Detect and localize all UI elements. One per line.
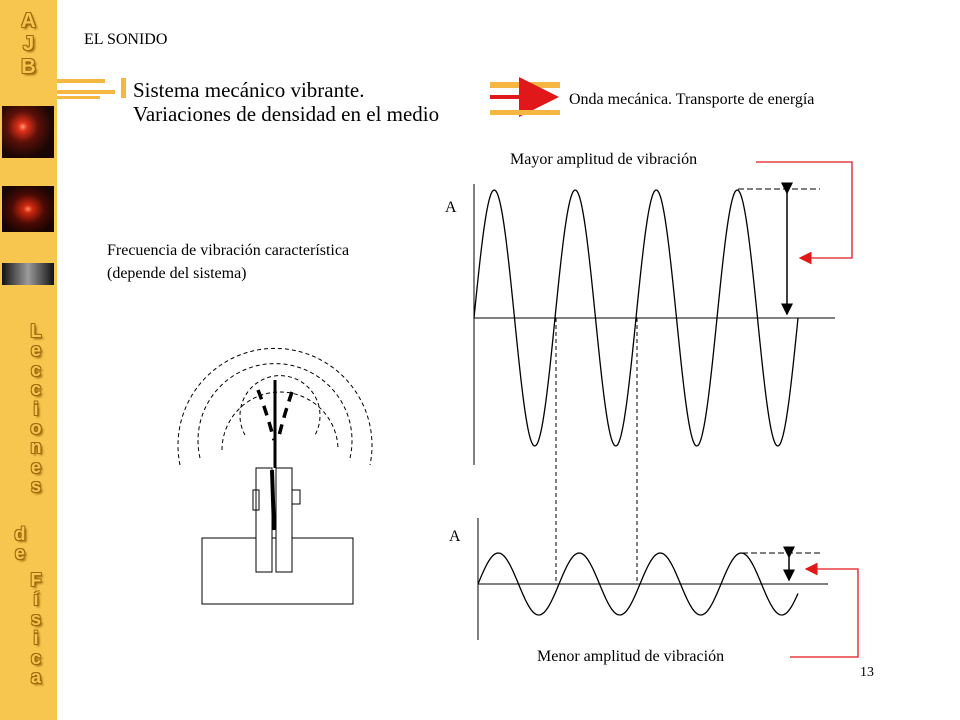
title-letter: c <box>30 359 41 380</box>
frequency-line-1: Frecuencia de vibración característica <box>107 242 350 259</box>
title-letter: e <box>30 456 41 477</box>
system-line-1: Sistema mecánico vibrante. <box>133 78 365 102</box>
system-line-2: Variaciones de densidad en el medio <box>133 102 440 126</box>
title-fisica-letter: c <box>30 647 41 668</box>
wave-energy-arrow <box>490 82 560 115</box>
title-fisica-letter: s <box>30 608 41 629</box>
period-guides <box>556 318 637 584</box>
title-letter: c <box>30 379 41 400</box>
top-red-pointer <box>756 162 852 258</box>
title-de-letter: e <box>14 543 25 563</box>
title-letter: n <box>30 437 42 458</box>
title-fisica-letter: í <box>33 589 39 610</box>
title-fisica-letter: F <box>30 570 42 590</box>
title-fisica-letter: i <box>33 628 39 649</box>
amplitude-label-bottom: A <box>449 528 461 545</box>
header-left-bars <box>57 78 126 99</box>
amplitude-label-top: A <box>445 199 457 216</box>
title-fisica-letter: a <box>30 667 41 688</box>
title-letter: s <box>30 476 41 497</box>
bottom-red-pointer <box>790 569 858 657</box>
logo-letter: J <box>22 33 35 55</box>
top-wave-axes <box>474 184 835 465</box>
bottom-amplitude-label: Menor amplitud de vibración <box>537 648 725 665</box>
title-letter: i <box>33 398 39 419</box>
title-letter: o <box>30 418 42 439</box>
tuning-fork-vibration <box>258 380 292 468</box>
top-amplitude-label: Mayor amplitud de vibración <box>510 151 698 168</box>
tuning-fork <box>202 468 353 604</box>
bottom-wave-axes <box>478 518 828 640</box>
logo-letter: B <box>21 56 36 78</box>
header-title: EL SONIDO <box>84 31 168 48</box>
title-letter: L <box>30 321 42 341</box>
page-number: 13 <box>860 665 874 680</box>
logo-letter: A <box>21 10 36 32</box>
title-letter: e <box>30 340 41 361</box>
frequency-line-2: (depende del sistema) <box>107 265 247 282</box>
title-de-letter: d <box>14 524 26 544</box>
wave-label: Onda mecánica. Transporte de energía <box>569 91 815 108</box>
